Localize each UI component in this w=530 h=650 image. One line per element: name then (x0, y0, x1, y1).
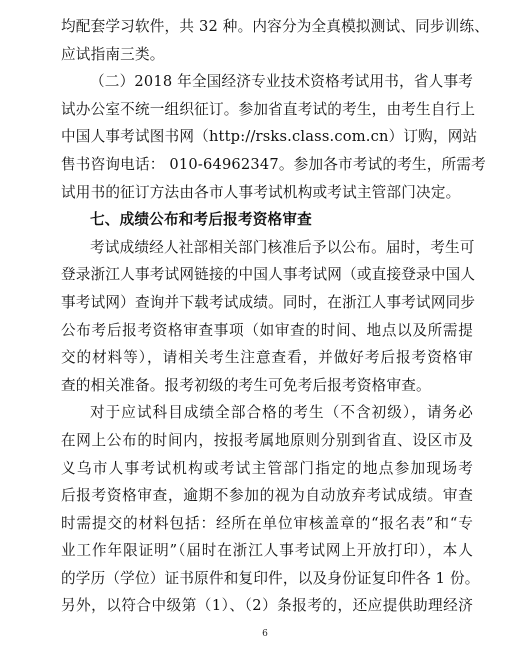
text-line: 另外，以符合中级第（1）、（2）条报考的，还应提供助理经济 (61, 597, 473, 615)
document-body (61, 13, 490, 620)
text-line: 事考试网）查询并下载考试成绩。同时，在浙江人事考试网同步 (61, 293, 476, 311)
text-line: 试用书的征订方法由各市人事考试机构或考试主管部门决定。 (61, 183, 461, 201)
text-line: 登录浙江人事考试网链接的中国人事考试网（或直接登录中国人 (61, 266, 476, 284)
text-line: 应试指南三类。 (61, 45, 165, 63)
text-line: （二）2018 年全国经济专业技术资格考试用书，省人事考 (90, 73, 474, 91)
text-line: 对于应试科目成绩全部合格的考生（不含初级），请务必 (90, 404, 473, 422)
text-line: 后报考资格审查，逾期不参加的视为自动放弃考试成绩。审查 (61, 487, 473, 505)
text-line: 时需提交的材料包括：经所在单位审核盖章的“报名表”和“专 (61, 514, 473, 532)
page-number: 6 (262, 629, 268, 639)
text-line: 在网上公布的时间内，按报考属地原则分别到省直、设区市及 (61, 431, 473, 449)
text-line: 业工作年限证明”（届时在浙江人事考试网上开放打印），本人 (61, 542, 473, 560)
text-line: 公布考后报考资格审查事项（如审查的时间、地点以及所需提 (61, 321, 473, 339)
text-line: 均配套学习软件，共 32 种。内容分为全真模拟测试、同步训练、 (61, 18, 490, 35)
text-line: 查的相关准备。报考初级的考生可免考后报考资格审查。 (61, 376, 431, 394)
text-line: 考试成绩经人社部相关部门核准后予以公布。届时，考生可 (90, 238, 475, 256)
text-line: 的学历（学位）证书原件和复印件，以及身份证复印件各 1 份。 (61, 569, 480, 587)
text-line: 试办公室不统一组织征订。参加省直考试的考生，由考生自行上 (61, 100, 476, 118)
text-line: 售书咨询电话： 010-64962347。参加各市考试的考生，所需考 (61, 155, 486, 173)
text-line: 交的材料等），请相关考生注意查看，并做好考后报考资格审 (61, 349, 473, 367)
text-line: 中国人事考试图书网（http://rsks.class.com.cn）订购，网站 (61, 128, 478, 146)
text-line: 义乌市人事考试机构或考试主管部门指定的地点参加现场考 (61, 459, 473, 477)
section-heading: 七、成绩公布和考后报考资格审查 (90, 211, 312, 229)
